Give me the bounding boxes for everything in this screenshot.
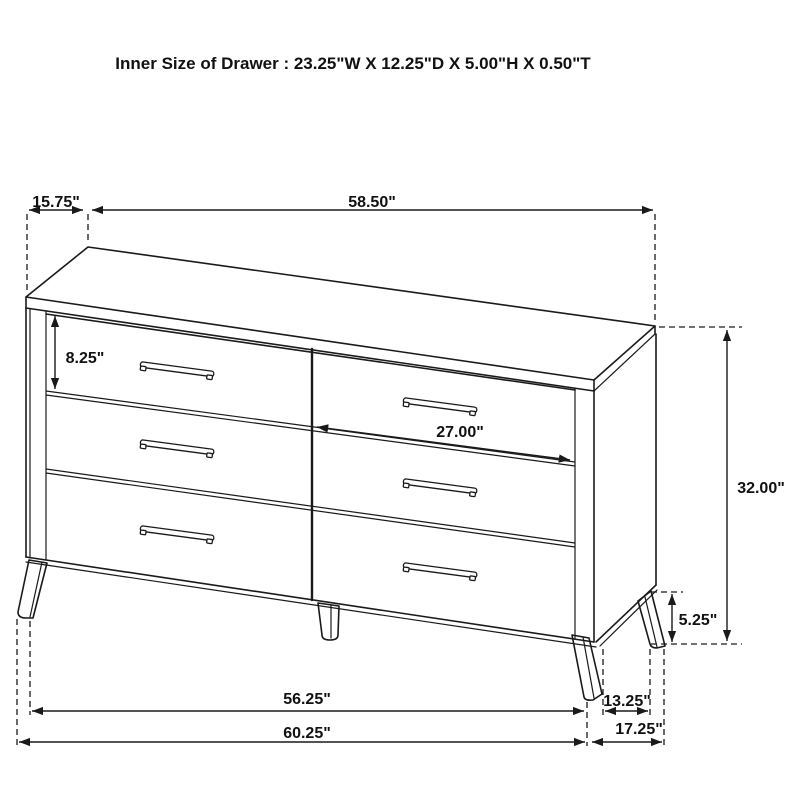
handle-left-top [140,362,214,380]
dim-label-leg-height: 5.25" [678,612,718,629]
dim-top-drawer-height [55,316,104,389]
diagram-title: Inner Size of Drawer : 23.25"W X 12.25"D X 5.00"H X 0.50"T [115,54,591,73]
dim-label-leg-depth-span: 13.25" [603,693,651,710]
dim-label-overall-height: 32.00" [737,480,785,497]
dim-leg-height [651,592,717,642]
dresser-drawing [18,247,665,700]
drawer-divider-2 [46,469,575,543]
dim-label-top-width: 58.50" [348,194,396,211]
back-right-leg [638,591,665,648]
dim-label-drawer-front-width: 27.00" [436,424,484,441]
drawer-divider-1 [46,391,575,462]
handle-right-bottom [403,563,477,581]
dim-leg-depth-span [603,649,651,715]
dim-top-depth [27,194,88,294]
dim-overall-width [17,619,585,746]
front-right-leg [572,635,602,700]
dim-label-front-leg-span: 56.25" [283,691,331,708]
dresser-top-surface [26,247,655,380]
handle-right-top [403,398,477,416]
handle-right-middle [403,479,477,497]
dim-drawer-front-width [317,424,570,460]
dim-label-overall-width: 60.25" [283,725,331,742]
front-left-leg [18,560,47,618]
dim-label-top-depth: 15.75" [32,194,80,211]
dim-label-overall-depth: 17.25" [615,721,663,738]
dim-overall-height [651,327,785,644]
handle-left-bottom [140,526,214,544]
handle-left-middle [140,440,214,458]
dimension-annotations [17,194,785,746]
drawer-row1-top [46,314,575,390]
dim-label-top-drawer-height: 8.25" [65,350,105,367]
dim-top-width [92,194,655,322]
